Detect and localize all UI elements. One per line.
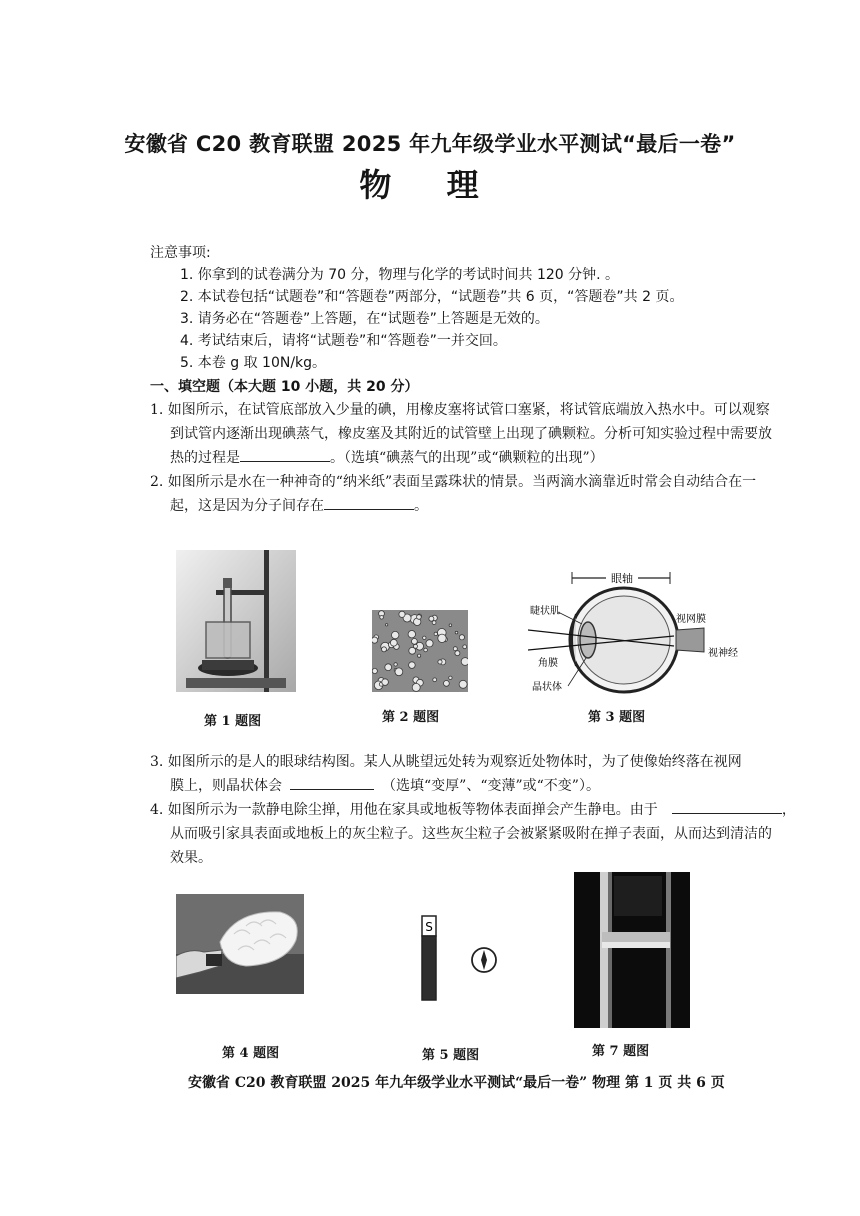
water-droplet xyxy=(432,621,436,625)
eye-label-cornea: 角膜 xyxy=(538,658,558,669)
question-4-line: 从而吸引家具表面或地板上的灰尘粒子。这些灰尘粒子会被紧紧吸附在掸子表面，从而达到清洁的 xyxy=(170,826,772,842)
water-droplet xyxy=(449,676,452,679)
figure-3-caption: 第 3 题图 xyxy=(588,710,646,725)
water-droplet xyxy=(438,634,446,642)
figure-2-caption: 第 2 题图 xyxy=(382,710,440,725)
figure-4-duster-photo xyxy=(176,894,304,994)
question-1-line: 1. 如图所示，在试管底部放入少量的碘，用橡皮塞将试管口塞紧，将试管底端放入热水中。可以观察 xyxy=(150,402,770,418)
water-droplet xyxy=(392,631,399,638)
water-droplet xyxy=(438,660,442,664)
water-droplet xyxy=(459,680,467,688)
water-droplet xyxy=(429,616,434,621)
question-4-line: 效果。 xyxy=(170,850,212,866)
notice-heading: 注意事项: xyxy=(150,245,211,261)
water-droplet xyxy=(408,631,415,638)
water-droplet xyxy=(444,681,450,687)
figure-5-magnet-compass xyxy=(414,912,504,1004)
eye-label-ciliary: 睫状肌 xyxy=(530,606,560,617)
water-droplet xyxy=(426,640,433,647)
question-4-text: ， xyxy=(781,802,796,818)
figure-1-caption: 第 1 题图 xyxy=(204,714,262,729)
water-droplet xyxy=(418,654,421,657)
water-droplet xyxy=(453,647,457,651)
page-footer: 安徽省 C20 教育联盟 2025 年九年级学业水平测试“最后一卷” 物理 第 1 页 共 6 页 xyxy=(188,1075,725,1091)
water-droplet xyxy=(449,624,452,627)
question-3-text: 膜上，则晶状体会 xyxy=(170,778,282,794)
question-1-line: 到试管内逐渐出现碘蒸气，橡皮塞及其附近的试管壁上出现了碘颗粒。分析可知实验过程中需要放 xyxy=(170,426,772,442)
answer-blank-2[interactable] xyxy=(324,494,414,510)
figure-4-caption: 第 4 题图 xyxy=(222,1046,280,1061)
question-3-text: （选填“变厚”、“变薄”或“不变”）。 xyxy=(382,778,600,794)
eye-label-optic-nerve: 视神经 xyxy=(708,648,738,659)
answer-blank-4[interactable] xyxy=(672,798,782,814)
figure-3-eye-diagram xyxy=(528,568,758,698)
water-droplet xyxy=(395,668,403,676)
subject-title: 物 理 xyxy=(359,166,501,204)
water-droplet xyxy=(433,678,437,682)
water-droplet xyxy=(412,683,420,691)
question-2-line: 2. 如图所示是水在一种神奇的“纳米纸”表面呈露珠状的情景。当两滴水滴靠近时常会自动结合在一 xyxy=(150,474,757,490)
question-2-line xyxy=(170,494,428,518)
magnet-pole-label: S xyxy=(425,920,433,934)
question-1-text: 。（选填“碘蒸气的出现”或“碘颗粒的出现”） xyxy=(330,450,604,466)
eye-label-axis: 眼轴 xyxy=(611,572,633,585)
figure-7-photo xyxy=(574,872,690,1028)
question-1-line xyxy=(170,446,604,470)
water-droplet xyxy=(385,624,387,626)
notice-item: 2. 本试卷包括“试题卷”和“答题卷”两部分，“试题卷”共 6 页，“答题卷”共 2 页。 xyxy=(180,289,684,305)
figure-1-iodine-apparatus xyxy=(176,550,296,692)
question-1-text: 热的过程是 xyxy=(170,450,240,466)
water-droplet xyxy=(412,639,418,645)
notice-item: 4. 考试结束后，请将“试题卷”和“答题卷”一并交回。 xyxy=(180,333,507,349)
section-heading: 一、填空题（本大题 10 小题，共 20 分） xyxy=(150,379,419,395)
water-droplet xyxy=(459,635,464,640)
water-droplet xyxy=(399,611,405,617)
notice-item: 3. 请务必在“答题卷”上答题，在“试题卷”上答题是无效的。 xyxy=(180,311,549,327)
answer-blank-3[interactable] xyxy=(290,774,374,790)
water-droplet xyxy=(394,663,397,666)
water-droplet xyxy=(385,664,392,671)
question-4-line xyxy=(150,798,796,822)
water-droplet xyxy=(382,647,387,652)
water-droplet xyxy=(390,639,397,646)
water-droplet xyxy=(461,658,468,666)
exam-title: 安徽省 C20 教育联盟 2025 年九年级学业水平测试“最后一卷” xyxy=(124,132,736,156)
water-droplet xyxy=(409,647,416,654)
water-droplet xyxy=(455,631,458,634)
question-3-line: 3. 如图所示的是人的眼球结构图。某人从眺望远处转为观察近处物体时，为了使像始终落在视网 xyxy=(150,754,742,770)
water-droplet xyxy=(455,651,460,656)
notice-item: 5. 本卷 g 取 10N/kg。 xyxy=(180,355,327,371)
question-3-line xyxy=(170,774,600,798)
water-droplet xyxy=(434,632,437,635)
water-droplet xyxy=(417,615,422,620)
answer-blank-1[interactable] xyxy=(240,446,330,462)
notice-item: 1. 你拿到的试卷满分为 70 分，物理与化学的考试时间共 120 分钟. 。 xyxy=(180,267,620,283)
water-droplet xyxy=(382,679,389,686)
question-2-text: 起，这是因为分子间存在 xyxy=(170,498,324,514)
question-2-text: 。 xyxy=(414,498,428,514)
figure-2-water-droplets xyxy=(372,610,468,692)
eye-label-lens: 晶状体 xyxy=(532,682,562,693)
eye-label-retina: 视网膜 xyxy=(676,614,706,625)
water-droplet xyxy=(424,648,428,652)
question-4-text: 4. 如图所示为一款静电除尘掸，用他在家具或地板等物体表面掸会产生静电。由于 xyxy=(150,802,658,818)
water-droplet xyxy=(409,662,416,669)
figure-7-caption: 第 7 题图 xyxy=(592,1044,650,1059)
water-droplet xyxy=(372,637,378,643)
figure-5-caption: 第 5 题图 xyxy=(422,1048,480,1063)
water-droplet xyxy=(423,636,426,639)
water-droplet xyxy=(380,616,384,620)
water-droplet xyxy=(463,645,467,649)
water-droplet xyxy=(372,668,377,673)
